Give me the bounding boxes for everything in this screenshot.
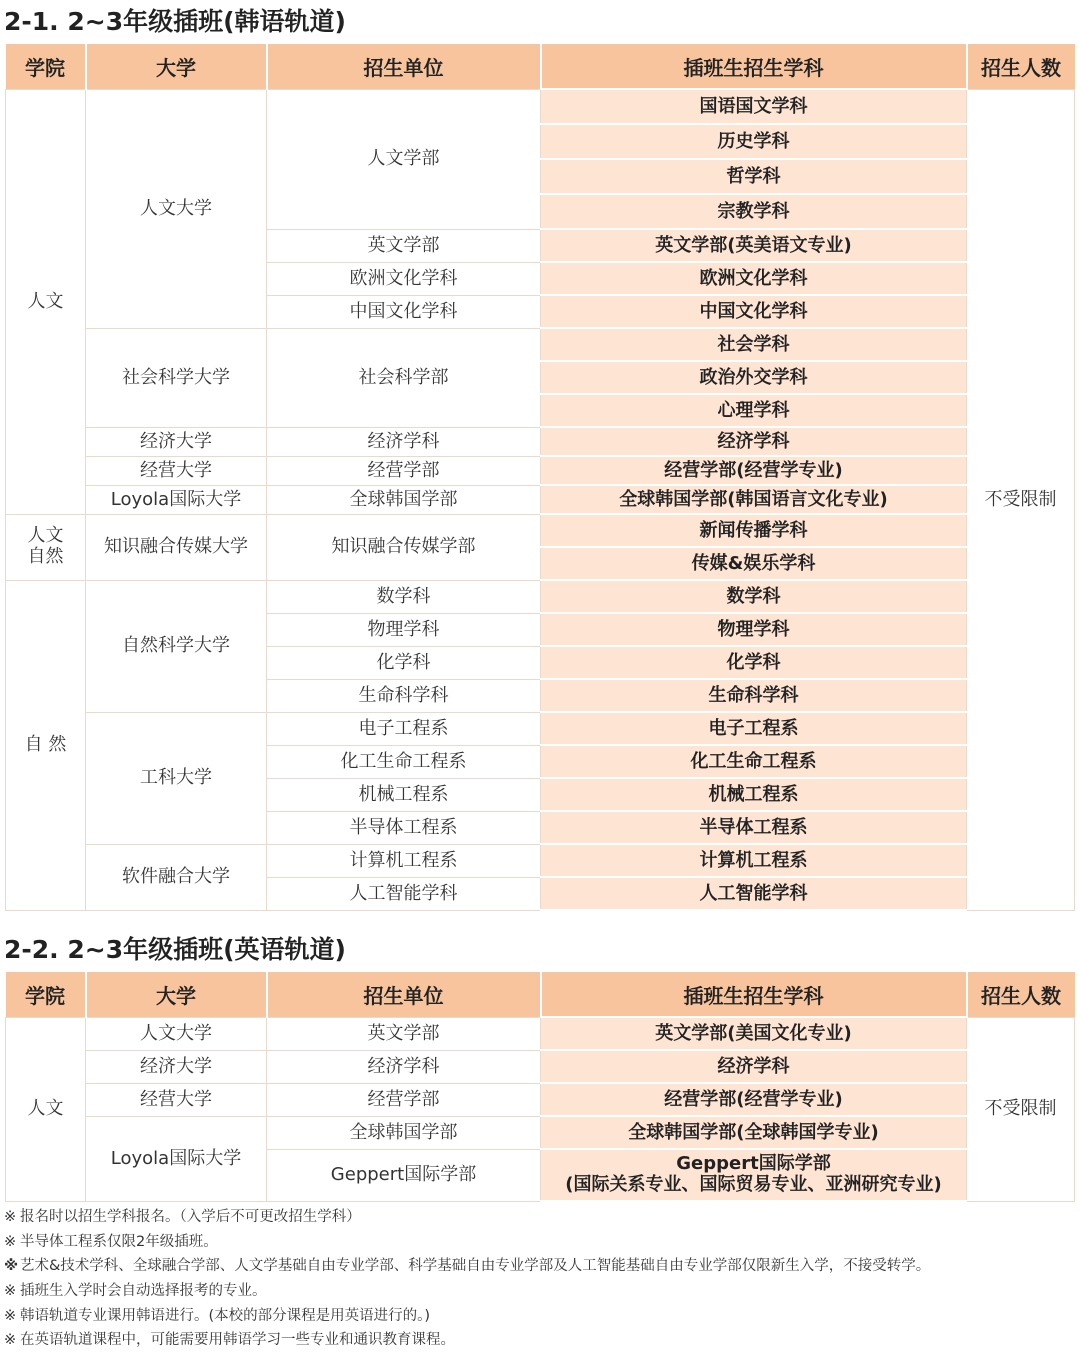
geppert-subject-line2: (国际关系专业、国际贸易专业、亚洲研究专业): [565, 1174, 942, 1195]
university-cell: 工科大学: [86, 712, 267, 844]
subject-cell: 传媒&娱乐学科: [541, 547, 967, 580]
header-college: 学院: [6, 972, 86, 1017]
college-cell: 自 然: [6, 580, 86, 910]
subject-cell: 化学科: [541, 646, 967, 679]
subject-cell: 英文学部(英美语文专业): [541, 229, 967, 262]
note-mark: ※: [4, 1258, 19, 1275]
subject-cell: 经营学部(经营学专业): [541, 1083, 967, 1116]
unit-cell: 电子工程系: [267, 712, 541, 745]
subject-cell: 政治外交学科: [541, 361, 967, 394]
notes-list: [4, 1205, 1076, 1353]
table-row: [6, 89, 1075, 124]
university-cell: 自然科学大学: [86, 580, 267, 712]
table-row: [6, 1050, 1075, 1083]
note-mark: ※: [4, 1233, 17, 1250]
university-cell: 经济大学: [86, 1050, 267, 1083]
unit-cell: 全球韩国学部: [267, 485, 541, 514]
quota-cell: 不受限制: [967, 89, 1075, 910]
unit-cell: 英文学部: [267, 229, 541, 262]
note-item: [4, 1279, 1076, 1304]
table-row: [6, 514, 1075, 547]
university-cell: 人文大学: [86, 1017, 267, 1050]
table-row: [6, 1017, 1075, 1050]
subject-cell: 英文学部(美国文化专业): [541, 1017, 967, 1050]
unit-cell: 经济学科: [267, 427, 541, 456]
header-university: 大学: [86, 972, 267, 1017]
note-item: [4, 1328, 1076, 1353]
note-mark: ※: [4, 1209, 17, 1225]
header-quota: 招生人数: [967, 972, 1075, 1017]
korean-track-table: [5, 44, 1075, 911]
university-cell: 经营大学: [86, 456, 267, 485]
note-text: 半导体工程系仅限2年级插班。: [20, 1233, 218, 1250]
subject-cell: 物理学科: [541, 613, 967, 646]
unit-cell: Geppert国际学部: [267, 1149, 541, 1201]
table-row: [6, 712, 1075, 745]
subject-cell: 经营学部(经营学专业): [541, 456, 967, 485]
subject-cell: 国语国文学科: [541, 89, 967, 124]
unit-cell: 物理学科: [267, 613, 541, 646]
note-item: [4, 1230, 1076, 1255]
unit-cell: 经济学科: [267, 1050, 541, 1083]
note-text: 艺术&技术学科、全球融合学部、人文学基础自由专业学部、科学基础自由专业学部及人工智能基础自由专业学部仅限新生入学，不接受转学。: [20, 1258, 931, 1275]
note-text: 报名时以招生学科报名。（入学后不可更改招生学科）: [20, 1209, 361, 1225]
header-quota: 招生人数: [967, 44, 1075, 89]
note-item: [4, 1205, 1076, 1230]
geppert-subject: [565, 1154, 941, 1195]
subject-cell: 历史学科: [541, 124, 967, 159]
table-row: [6, 844, 1075, 877]
college-cell: 人文: [6, 89, 86, 514]
table-row: [6, 485, 1075, 514]
unit-cell: 经营学部: [267, 1083, 541, 1116]
college-line1: 人文: [27, 525, 64, 547]
unit-cell: 计算机工程系: [267, 844, 541, 877]
unit-cell: 英文学部: [267, 1017, 541, 1050]
unit-cell: 机械工程系: [267, 778, 541, 811]
subject-cell: 全球韩国学部(韩国语言文化专业): [541, 485, 967, 514]
subject-cell: 心理学科: [541, 394, 967, 427]
note-mark: ※: [4, 1283, 17, 1300]
table-header-row: [6, 44, 1075, 89]
university-cell: 社会科学大学: [86, 328, 267, 427]
university-cell: 软件融合大学: [86, 844, 267, 910]
header-unit: 招生单位: [267, 972, 541, 1017]
section2-title: 2-2. 2~3年级插班(英语轨道): [4, 935, 346, 964]
header-unit: 招生单位: [267, 44, 541, 89]
university-cell: 人文大学: [86, 89, 267, 328]
note-mark: ※: [4, 1307, 17, 1324]
quota-cell: 不受限制: [967, 1017, 1075, 1201]
subject-cell: 电子工程系: [541, 712, 967, 745]
subject-cell: 哲学科: [541, 159, 967, 194]
table-row: [6, 427, 1075, 456]
subject-cell: 新闻传播学科: [541, 514, 967, 547]
table-row: [6, 456, 1075, 485]
note-item: [4, 1304, 1076, 1329]
college-cell: 人文: [6, 1017, 86, 1201]
note-text: 插班生入学时会自动选择报考的专业。: [20, 1283, 267, 1300]
unit-cell: 人工智能学科: [267, 877, 541, 910]
section1-title: 2-1. 2~3年级插班(韩语轨道): [4, 7, 346, 36]
subject-cell: 全球韩国学部(全球韩国学专业): [541, 1116, 967, 1149]
unit-cell: 生命科学科: [267, 679, 541, 712]
university-cell: 经济大学: [86, 427, 267, 456]
university-cell: 知识融合传媒大学: [86, 514, 267, 580]
unit-cell: 中国文化学科: [267, 295, 541, 328]
subject-cell: 欧洲文化学科: [541, 262, 967, 295]
table-row: [6, 1116, 1075, 1149]
header-subject: 插班生招生学科: [541, 972, 967, 1017]
unit-cell: 化工生命工程系: [267, 745, 541, 778]
table-header-row: [6, 972, 1075, 1017]
header-subject: 插班生招生学科: [541, 44, 967, 89]
note-mark: ※: [4, 1332, 17, 1349]
table-row: [6, 580, 1075, 613]
unit-cell: 全球韩国学部: [267, 1116, 541, 1149]
subject-cell: 经济学科: [541, 1050, 967, 1083]
unit-cell: 化学科: [267, 646, 541, 679]
subject-cell: 中国文化学科: [541, 295, 967, 328]
college-two-line: [28, 526, 64, 567]
geppert-subject-line1: Geppert国际学部: [676, 1153, 831, 1175]
subject-cell: 人工智能学科: [541, 877, 967, 910]
subject-cell: 数学科: [541, 580, 967, 613]
note-item: [4, 1254, 1076, 1279]
subject-cell: 化工生命工程系: [541, 745, 967, 778]
header-university: 大学: [86, 44, 267, 89]
unit-cell: 半导体工程系: [267, 811, 541, 844]
header-college: 学院: [6, 44, 86, 89]
unit-cell: 人文学部: [267, 89, 541, 229]
subject-cell: 半导体工程系: [541, 811, 967, 844]
university-cell: Loyola国际大学: [86, 1116, 267, 1201]
subject-cell: 宗教学科: [541, 194, 967, 229]
unit-cell: 数学科: [267, 580, 541, 613]
university-cell: 经营大学: [86, 1083, 267, 1116]
college-cell: [6, 514, 86, 580]
english-track-table: [5, 972, 1075, 1202]
subject-cell: 经济学科: [541, 427, 967, 456]
subject-cell: 机械工程系: [541, 778, 967, 811]
subject-cell: [541, 1149, 967, 1201]
unit-cell: 知识融合传媒学部: [267, 514, 541, 580]
subject-cell: 生命科学科: [541, 679, 967, 712]
table-row: [6, 328, 1075, 361]
subject-cell: 社会学科: [541, 328, 967, 361]
unit-cell: 欧洲文化学科: [267, 262, 541, 295]
unit-cell: 社会科学部: [267, 328, 541, 427]
subject-cell: 计算机工程系: [541, 844, 967, 877]
university-cell: Loyola国际大学: [86, 485, 267, 514]
note-text: 在英语轨道课程中，可能需要用韩语学习一些专业和通识教育课程。: [20, 1332, 455, 1349]
unit-cell: 经营学部: [267, 456, 541, 485]
college-line2: 自然: [27, 546, 64, 567]
note-text: 韩语轨道专业课用韩语进行。(本校的部分课程是用英语进行的。): [20, 1307, 431, 1324]
table-row: [6, 1083, 1075, 1116]
